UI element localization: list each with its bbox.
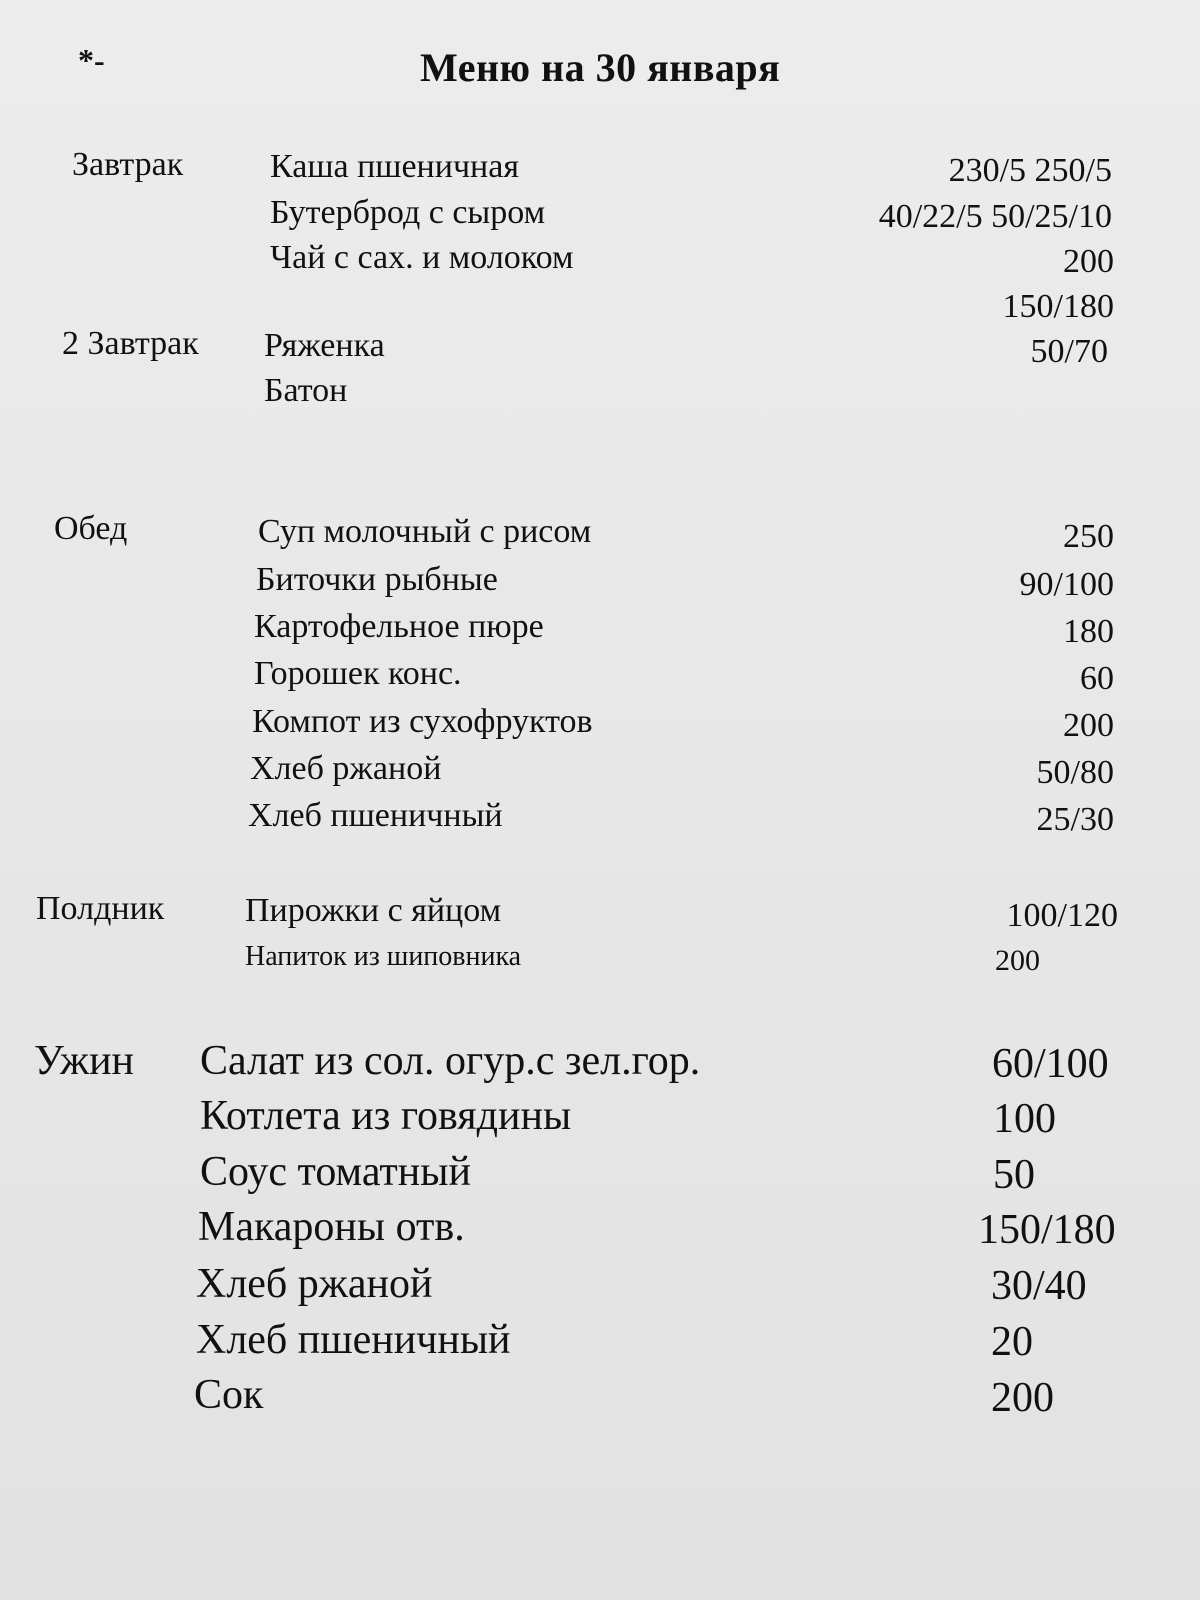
- dish-name: Бутерброд с сыром: [270, 194, 546, 231]
- dish-name: Котлета из говядины: [200, 1093, 572, 1139]
- portion-value: 50/80: [1036, 754, 1114, 791]
- dish-name: Напиток из шиповника: [245, 941, 522, 972]
- portion-value: 150/180: [978, 1207, 1116, 1253]
- dish-name: Сок: [194, 1372, 264, 1418]
- dish-name: Биточки рыбные: [256, 561, 498, 598]
- portion-value: 250: [1063, 518, 1114, 555]
- dish-name: Чай с сах. и молоком: [270, 239, 574, 276]
- portion-value: 20: [991, 1319, 1033, 1365]
- portion-value: 100/120: [1006, 897, 1118, 934]
- dish-name: Хлеб ржаной: [250, 750, 442, 787]
- dish-name: Картофельное пюре: [254, 608, 544, 645]
- dish-name: Хлеб ржаной: [196, 1261, 433, 1307]
- portion-value: 60/100: [992, 1041, 1109, 1087]
- dish-name: Хлеб пшеничный: [248, 797, 503, 834]
- section-label: Полдник: [36, 890, 165, 927]
- section-label: Ужин: [34, 1038, 135, 1084]
- corner-mark: *-: [78, 42, 105, 78]
- portion-value: 230/5 250/5: [948, 152, 1112, 189]
- dish-name: Макароны отв.: [198, 1204, 465, 1250]
- section-label: Обед: [54, 510, 128, 547]
- portion-value: 200: [995, 944, 1040, 977]
- portion-value: 200: [1063, 243, 1114, 280]
- dish-name: Каша пшеничная: [270, 148, 519, 185]
- portion-value: 200: [991, 1375, 1054, 1421]
- portion-value: 60: [1080, 660, 1114, 697]
- portion-value: 40/22/5 50/25/10: [878, 198, 1112, 235]
- portion-value: 200: [1063, 707, 1114, 744]
- dish-name: Салат из сол. огур.с зел.гор.: [200, 1038, 701, 1084]
- dish-name: Батон: [264, 372, 348, 409]
- portion-value: 180: [1063, 613, 1114, 650]
- page-title: Меню на 30 января: [420, 45, 781, 90]
- portion-value: 50: [993, 1152, 1035, 1198]
- section-label: 2 Завтрак: [62, 325, 199, 362]
- dish-name: Хлеб пшеничный: [196, 1317, 511, 1363]
- portion-value: 30/40: [991, 1263, 1087, 1309]
- portion-value: 25/30: [1036, 801, 1114, 838]
- dish-name: Горошек конс.: [254, 655, 462, 692]
- dish-name: Соус томатный: [200, 1149, 471, 1195]
- portion-value: 150/180: [1002, 288, 1114, 325]
- dish-name: Компот из сухофруктов: [252, 703, 593, 740]
- section-label: Завтрак: [72, 146, 184, 183]
- dish-name: Суп молочный с рисом: [258, 513, 592, 550]
- dish-name: Пирожки с яйцом: [245, 892, 502, 929]
- portion-value: 100: [993, 1096, 1056, 1142]
- dish-name: Ряженка: [264, 327, 385, 364]
- portion-value: 90/100: [1019, 566, 1114, 603]
- portion-value: 50/70: [1030, 333, 1108, 370]
